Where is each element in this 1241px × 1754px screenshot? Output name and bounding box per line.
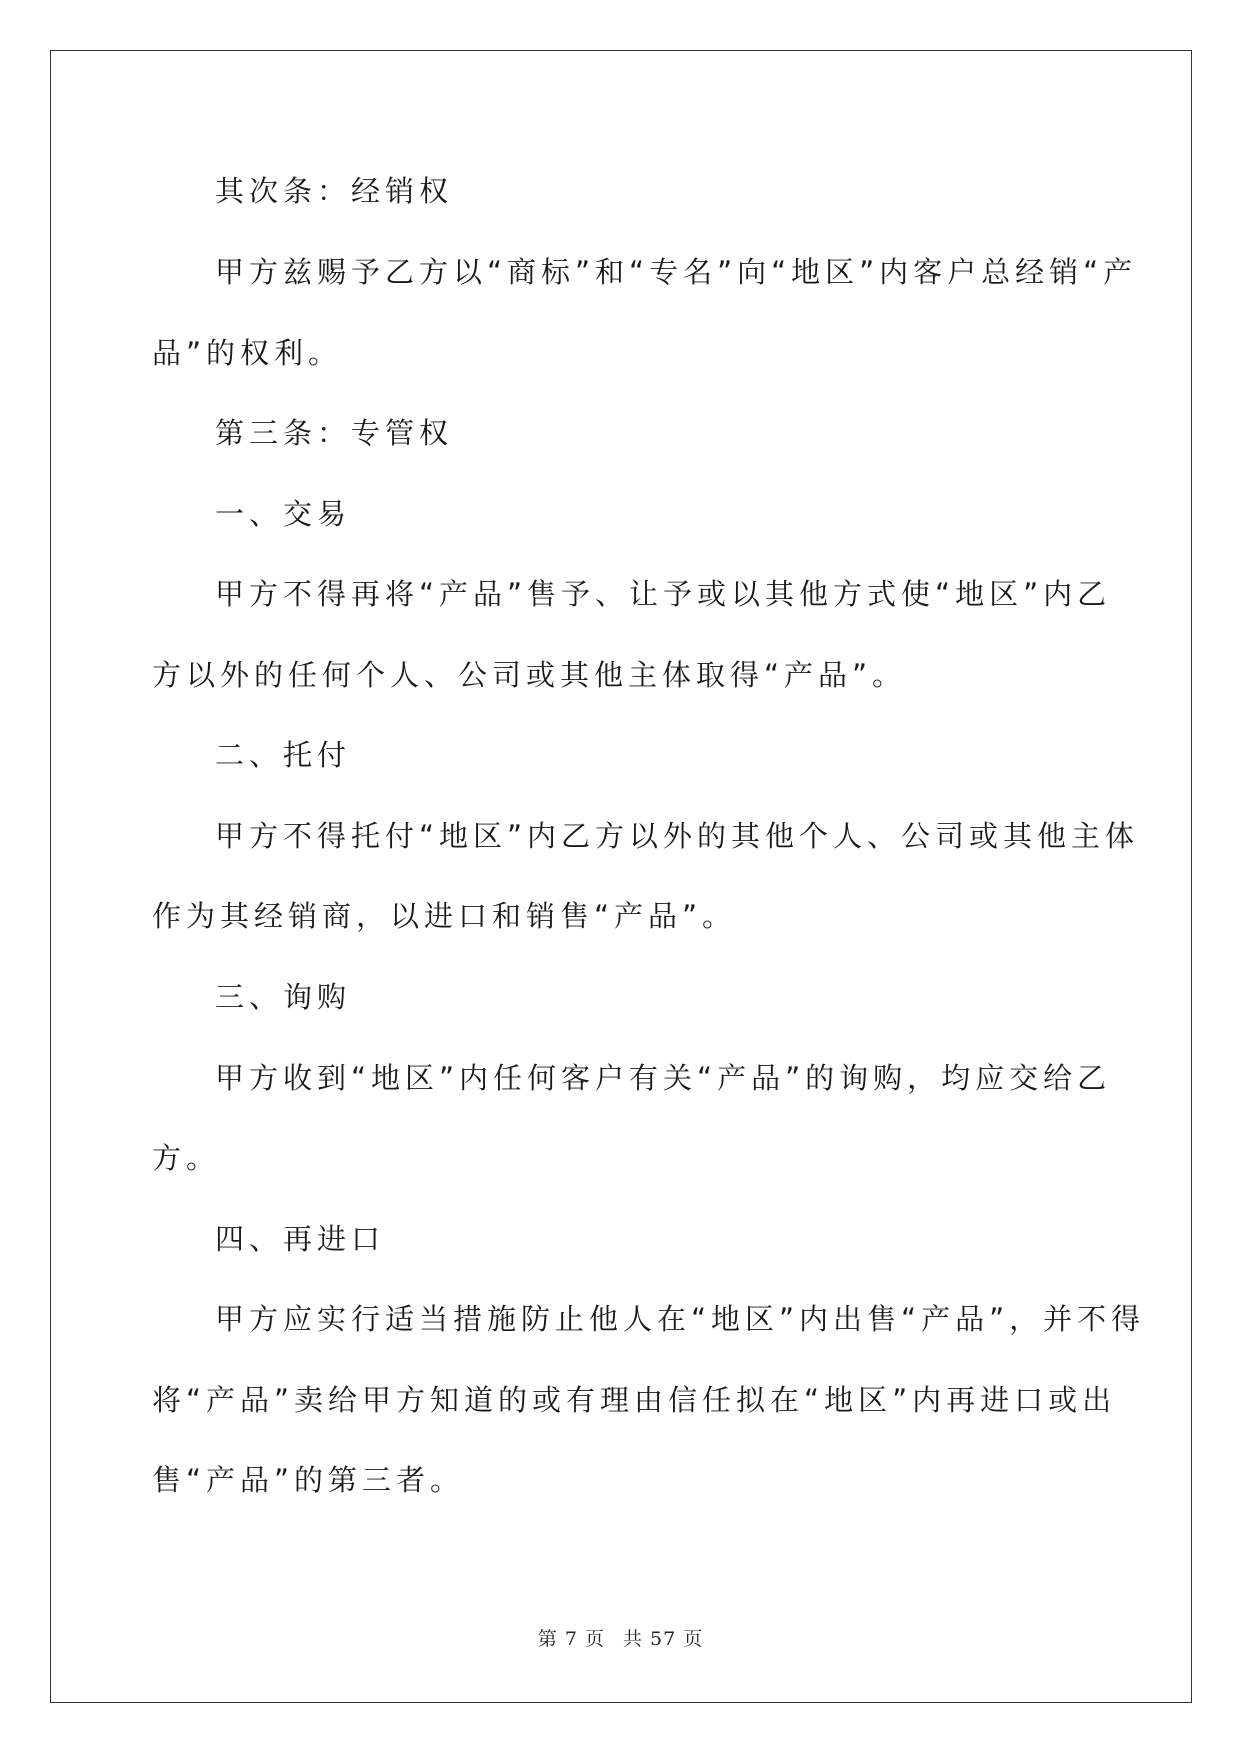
paragraph-line: 甲方应实行适当措施防止他人在“地区”内出售“产品”，并不得 <box>215 1302 1146 1336</box>
page-number-current: 第 7 页 <box>537 1628 605 1650</box>
paragraph-line: 将“产品”卖给甲方知道的或有理由信任拟在“地区”内再进口或出 <box>152 1383 1117 1417</box>
page-footer <box>0 1624 1241 1651</box>
page-number-total: 共 57 页 <box>622 1628 704 1650</box>
paragraph-line: 方。 <box>152 1141 221 1175</box>
section-heading: 三、询购 <box>215 980 352 1014</box>
article-3-heading: 第三条：专管权 <box>215 416 454 450</box>
section-heading: 四、再进口 <box>215 1222 386 1256</box>
paragraph-line: 甲方兹赐予乙方以“商标”和“专名”向“地区”内客户总经销“产 <box>215 255 1138 289</box>
article-2-heading: 其次条：经销权 <box>215 174 454 208</box>
paragraph-line: 作为其经销商，以进口和销售“产品”。 <box>152 899 737 933</box>
paragraph-line: 方以外的任何个人、公司或其他主体取得“产品”。 <box>152 658 907 692</box>
section-heading: 二、托付 <box>215 738 352 772</box>
paragraph-line: 甲方不得再将“产品”售予、让予或以其他方式使“地区”内乙 <box>215 577 1112 611</box>
paragraph-line: 品”的权利。 <box>152 336 343 370</box>
paragraph-line: 售“产品”的第三者。 <box>152 1463 465 1497</box>
paragraph-line: 甲方不得托付“地区”内乙方以外的其他个人、公司或其他主体 <box>215 819 1140 853</box>
section-heading: 一、交易 <box>215 497 352 531</box>
page-frame <box>50 50 1192 1703</box>
paragraph-line: 甲方收到“地区”内任何客户有关“产品”的询购，均应交给乙 <box>215 1061 1112 1095</box>
